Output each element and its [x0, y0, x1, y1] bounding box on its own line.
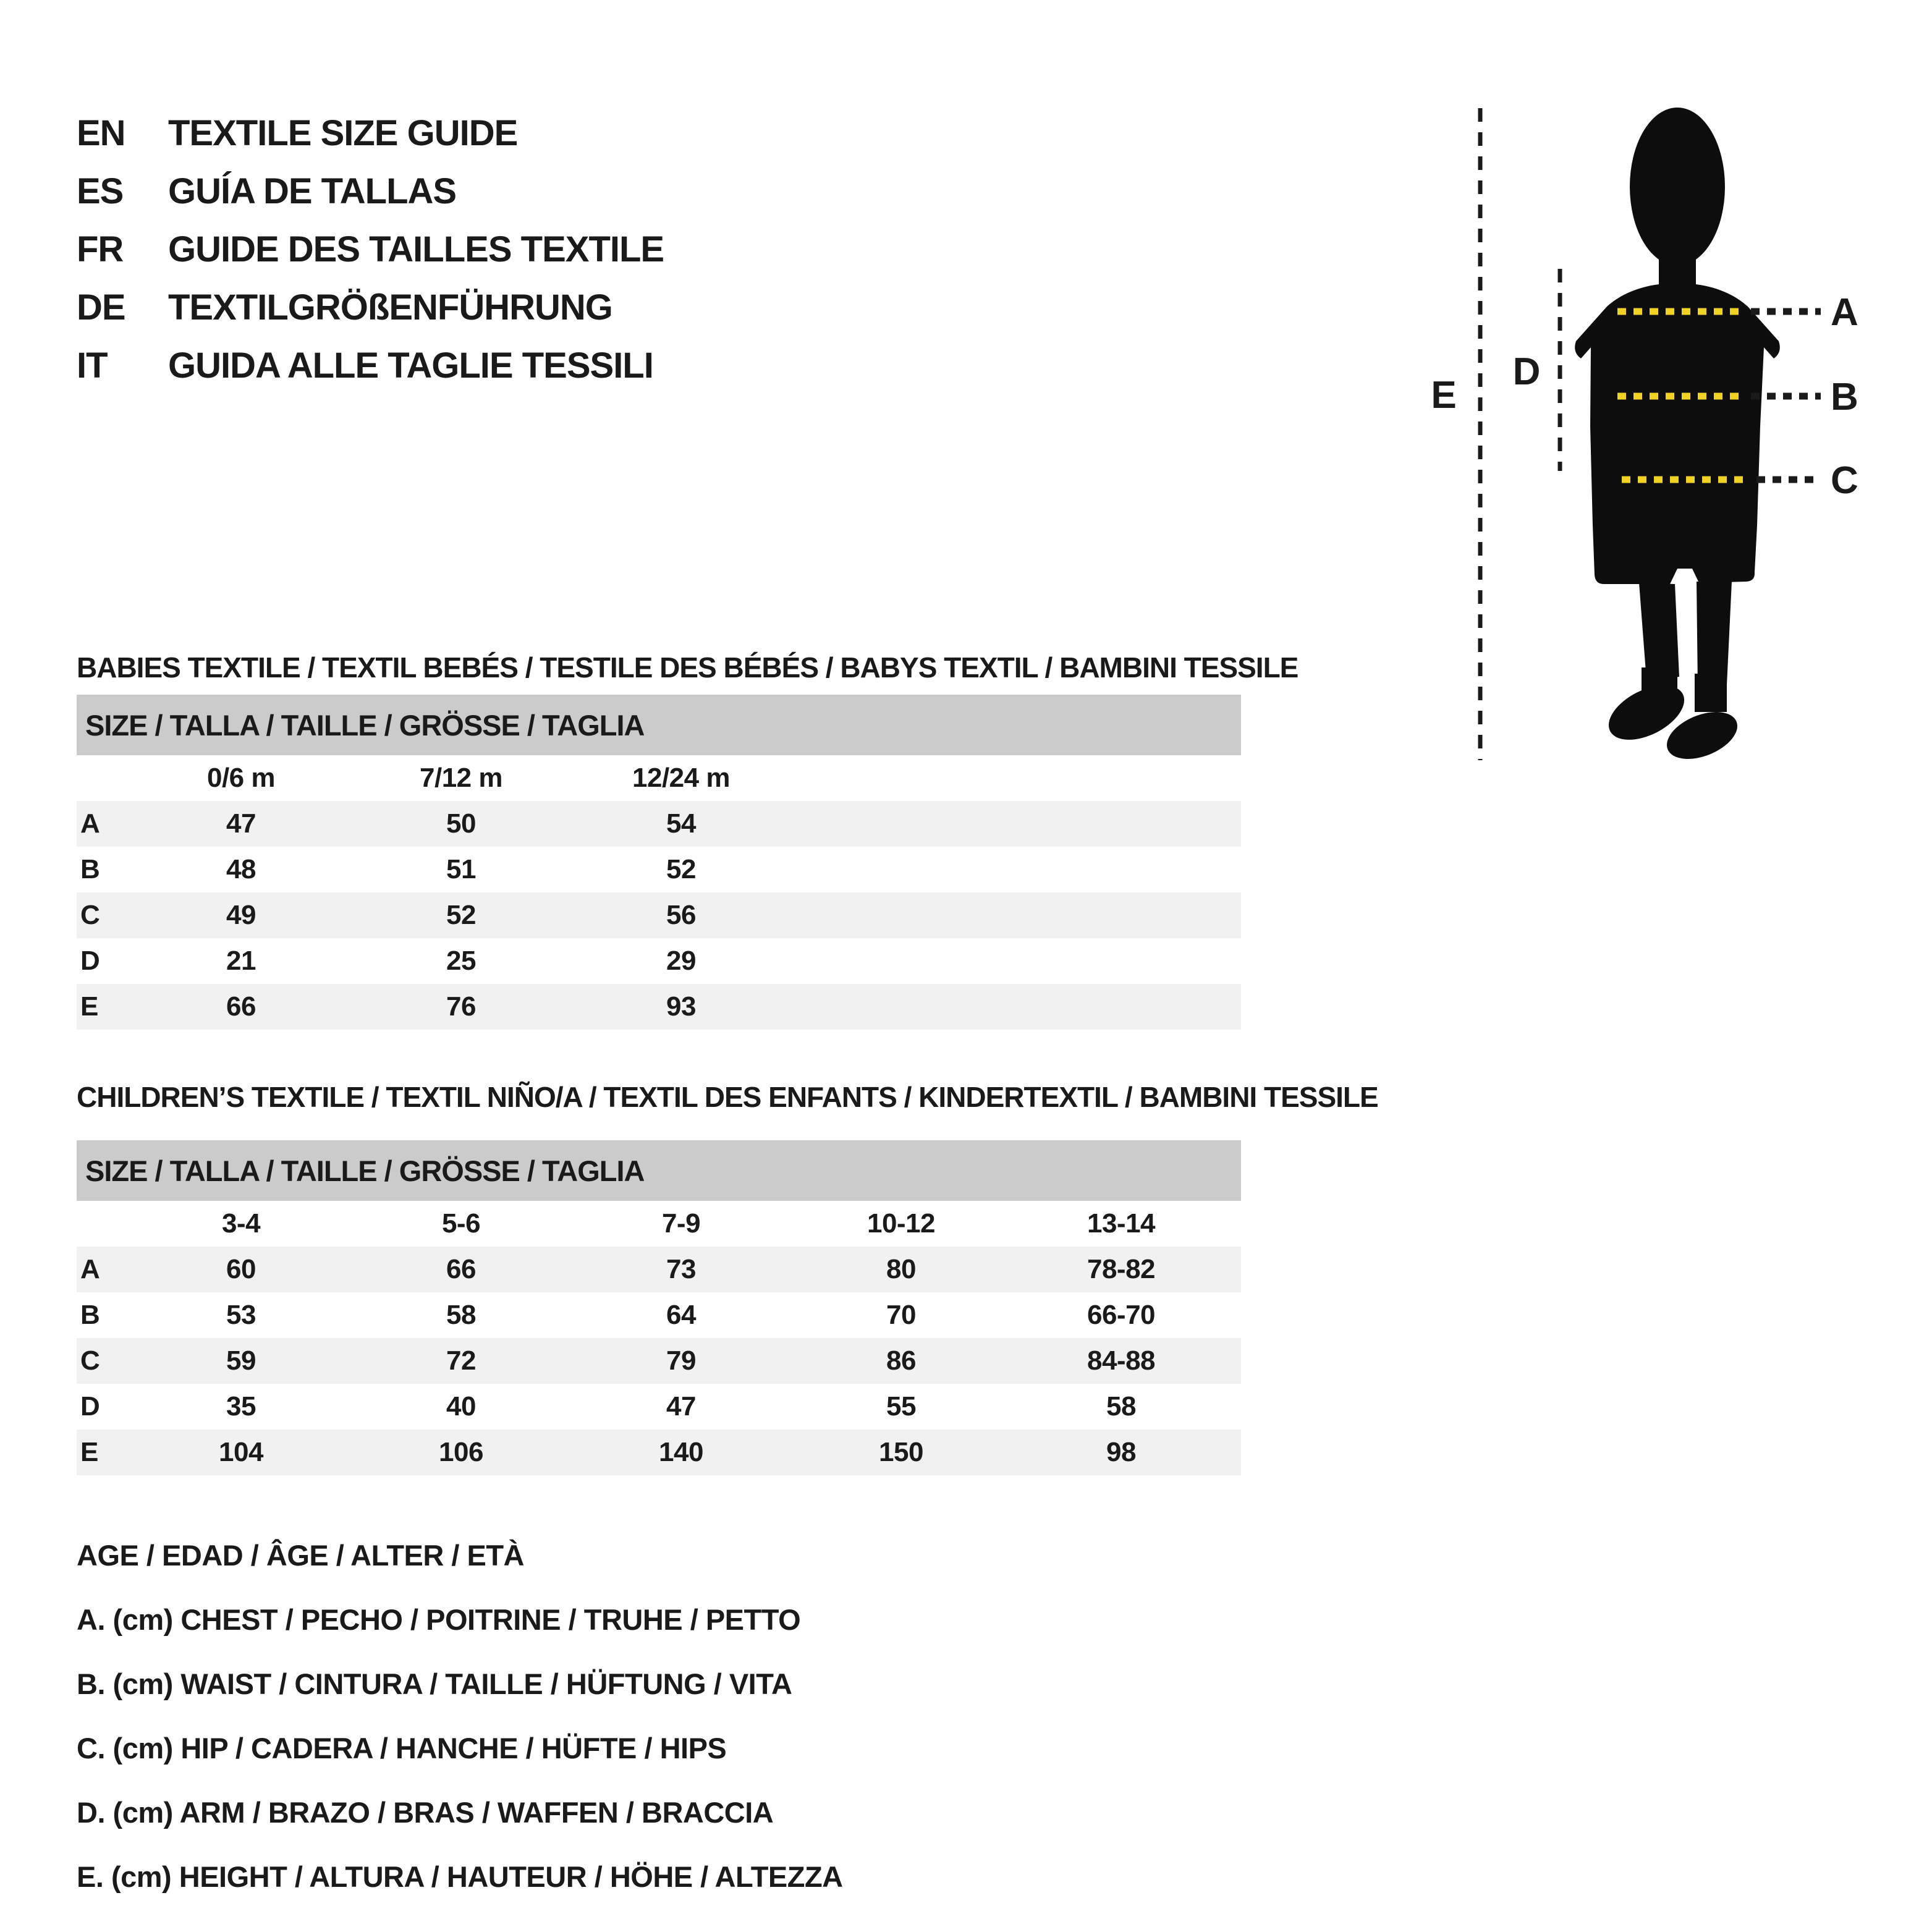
guide-title-fr: GUIDE DES TAILLES TEXTILE — [168, 229, 664, 269]
size-value: 150 — [879, 1437, 923, 1467]
size-value: 29 — [666, 946, 696, 976]
row-label: D — [80, 946, 100, 976]
language-row-de — [77, 278, 664, 336]
size-value: 66 — [446, 1254, 476, 1284]
size-value: 47 — [226, 808, 256, 839]
legend-chest-line: A. (cm) CHEST / PECHO / POITRINE / TRUHE / PETTO — [77, 1603, 801, 1636]
language-code: DE — [77, 287, 125, 328]
size-value: 66 — [226, 991, 256, 1022]
size-value: 60 — [226, 1254, 256, 1284]
legend-waist-line: B. (cm) WAIST / CINTURA / TAILLE / HÜFTUNG / VITA — [77, 1667, 792, 1700]
row-label: A — [80, 1254, 100, 1284]
children-size-header-bar: SIZE / TALLA / TAILLE / GRÖSSE / TAGLIA — [77, 1140, 1241, 1201]
table-row — [77, 1338, 1241, 1384]
size-value: 70 — [886, 1300, 916, 1330]
table-row — [77, 1384, 1241, 1430]
row-label: B — [80, 1300, 100, 1330]
size-value: 48 — [226, 854, 256, 884]
size-value: 51 — [446, 854, 476, 884]
size-value: 86 — [886, 1345, 916, 1376]
size-value: 52 — [446, 900, 476, 930]
size-value: 55 — [886, 1391, 916, 1421]
table-row — [77, 847, 1241, 892]
size-value: 25 — [446, 946, 476, 976]
size-value: 58 — [1106, 1391, 1136, 1421]
table-row — [77, 1247, 1241, 1292]
legend-age-line: AGE / EDAD / ÂGE / ALTER / ETÀ — [77, 1538, 524, 1572]
silhouette-right-ankle — [1695, 674, 1727, 712]
row-label: C — [80, 1345, 100, 1376]
size-value: 52 — [666, 854, 696, 884]
row-label: E — [80, 991, 98, 1022]
size-value: 93 — [666, 991, 696, 1022]
child-silhouette — [1575, 108, 1780, 768]
language-code: ES — [77, 171, 124, 211]
hip-label: C — [1831, 459, 1858, 502]
row-label: E — [80, 1437, 98, 1467]
legend-height-line: E. (cm) HEIGHT / ALTURA / HAUTEUR / HÖHE / ALTEZZA — [77, 1860, 843, 1893]
guide-title-it: GUIDA ALLE TAGLIE TESSILI — [168, 345, 653, 386]
children-column-header: 13-14 — [1087, 1208, 1156, 1239]
size-value: 66-70 — [1087, 1300, 1156, 1330]
babies-size-table — [77, 695, 1241, 1030]
measurement-figure — [1415, 93, 1932, 803]
silhouette-body — [1575, 284, 1780, 584]
size-value: 76 — [446, 991, 476, 1022]
table-row — [77, 938, 1241, 984]
children-column-header-row — [77, 1201, 1241, 1247]
children-column-header: 3-4 — [221, 1208, 261, 1239]
size-value: 140 — [659, 1437, 703, 1467]
size-value: 58 — [446, 1300, 476, 1330]
language-title-list — [77, 104, 664, 394]
babies-size-header-bar: SIZE / TALLA / TAILLE / GRÖSSE / TAGLIA — [77, 695, 1241, 755]
size-value: 106 — [439, 1437, 483, 1467]
size-value: 47 — [666, 1391, 696, 1421]
height-label: E — [1431, 374, 1457, 417]
language-code: IT — [77, 345, 108, 386]
guide-title-es: GUÍA DE TALLAS — [168, 171, 457, 211]
children-column-header: 5-6 — [441, 1208, 481, 1239]
table-row — [77, 1430, 1241, 1475]
size-value: 104 — [219, 1437, 263, 1467]
children-column-header: 10-12 — [866, 1208, 936, 1239]
language-row-es — [77, 162, 664, 220]
legend-arm-line: D. (cm) ARM / BRAZO / BRAS / WAFFEN / BRACCIA — [77, 1795, 774, 1829]
size-value: 35 — [226, 1391, 256, 1421]
size-value: 98 — [1106, 1437, 1136, 1467]
babies-column-header: 0/6 m — [206, 763, 275, 793]
language-row-fr — [77, 220, 664, 278]
size-value: 59 — [226, 1345, 256, 1376]
waist-label: B — [1831, 376, 1858, 418]
size-value: 73 — [666, 1254, 696, 1284]
chest-label: A — [1831, 291, 1858, 334]
size-value: 78-82 — [1087, 1254, 1156, 1284]
table-row — [77, 892, 1241, 938]
children-column-header: 7-9 — [661, 1208, 701, 1239]
babies-section-title: BABIES TEXTILE / TEXTIL BEBÉS / TESTILE DES BÉBÉS / BABYS TEXTIL / BAMBINI TESSILE — [77, 651, 1299, 684]
legend-hip-line: C. (cm) HIP / CADERA / HANCHE / HÜFTE / HIPS — [77, 1731, 727, 1765]
row-label: D — [80, 1391, 100, 1421]
babies-column-header-row — [77, 755, 1241, 801]
language-code: EN — [77, 112, 125, 153]
silhouette-right-leg — [1697, 582, 1732, 687]
size-value: 84-88 — [1087, 1345, 1156, 1376]
size-value: 49 — [226, 900, 256, 930]
row-label: B — [80, 854, 100, 884]
size-value: 80 — [886, 1254, 916, 1284]
row-label: C — [80, 900, 100, 930]
size-value: 56 — [666, 900, 696, 930]
table-row — [77, 1292, 1241, 1338]
guide-title-de: TEXTILGRÖßENFÜHRUNG — [168, 287, 612, 328]
children-size-table — [77, 1140, 1241, 1475]
size-value: 40 — [446, 1391, 476, 1421]
size-value: 79 — [666, 1345, 696, 1376]
guide-title-en: TEXTILE SIZE GUIDE — [168, 112, 518, 153]
language-code: FR — [77, 229, 124, 269]
silhouette-left-leg — [1639, 583, 1679, 680]
size-value: 53 — [226, 1300, 256, 1330]
babies-column-header: 7/12 m — [420, 763, 502, 793]
table-row — [77, 984, 1241, 1030]
table-row — [77, 801, 1241, 847]
size-value: 54 — [666, 808, 696, 839]
size-value: 64 — [666, 1300, 696, 1330]
language-row-it — [77, 336, 664, 394]
row-label: A — [80, 808, 100, 839]
arm-label: D — [1512, 350, 1541, 393]
size-value: 21 — [226, 946, 256, 976]
size-value: 50 — [446, 808, 476, 839]
language-row-en — [77, 104, 664, 162]
babies-column-header: 12/24 m — [632, 763, 730, 793]
measurement-legend — [77, 1523, 843, 1909]
children-section-title: CHILDREN’S TEXTILE / TEXTIL NIÑO/A / TEXTIL DES ENFANTS / KINDERTEXTIL / BAMBINI TESSILE — [77, 1081, 1378, 1113]
size-value: 72 — [446, 1345, 476, 1376]
